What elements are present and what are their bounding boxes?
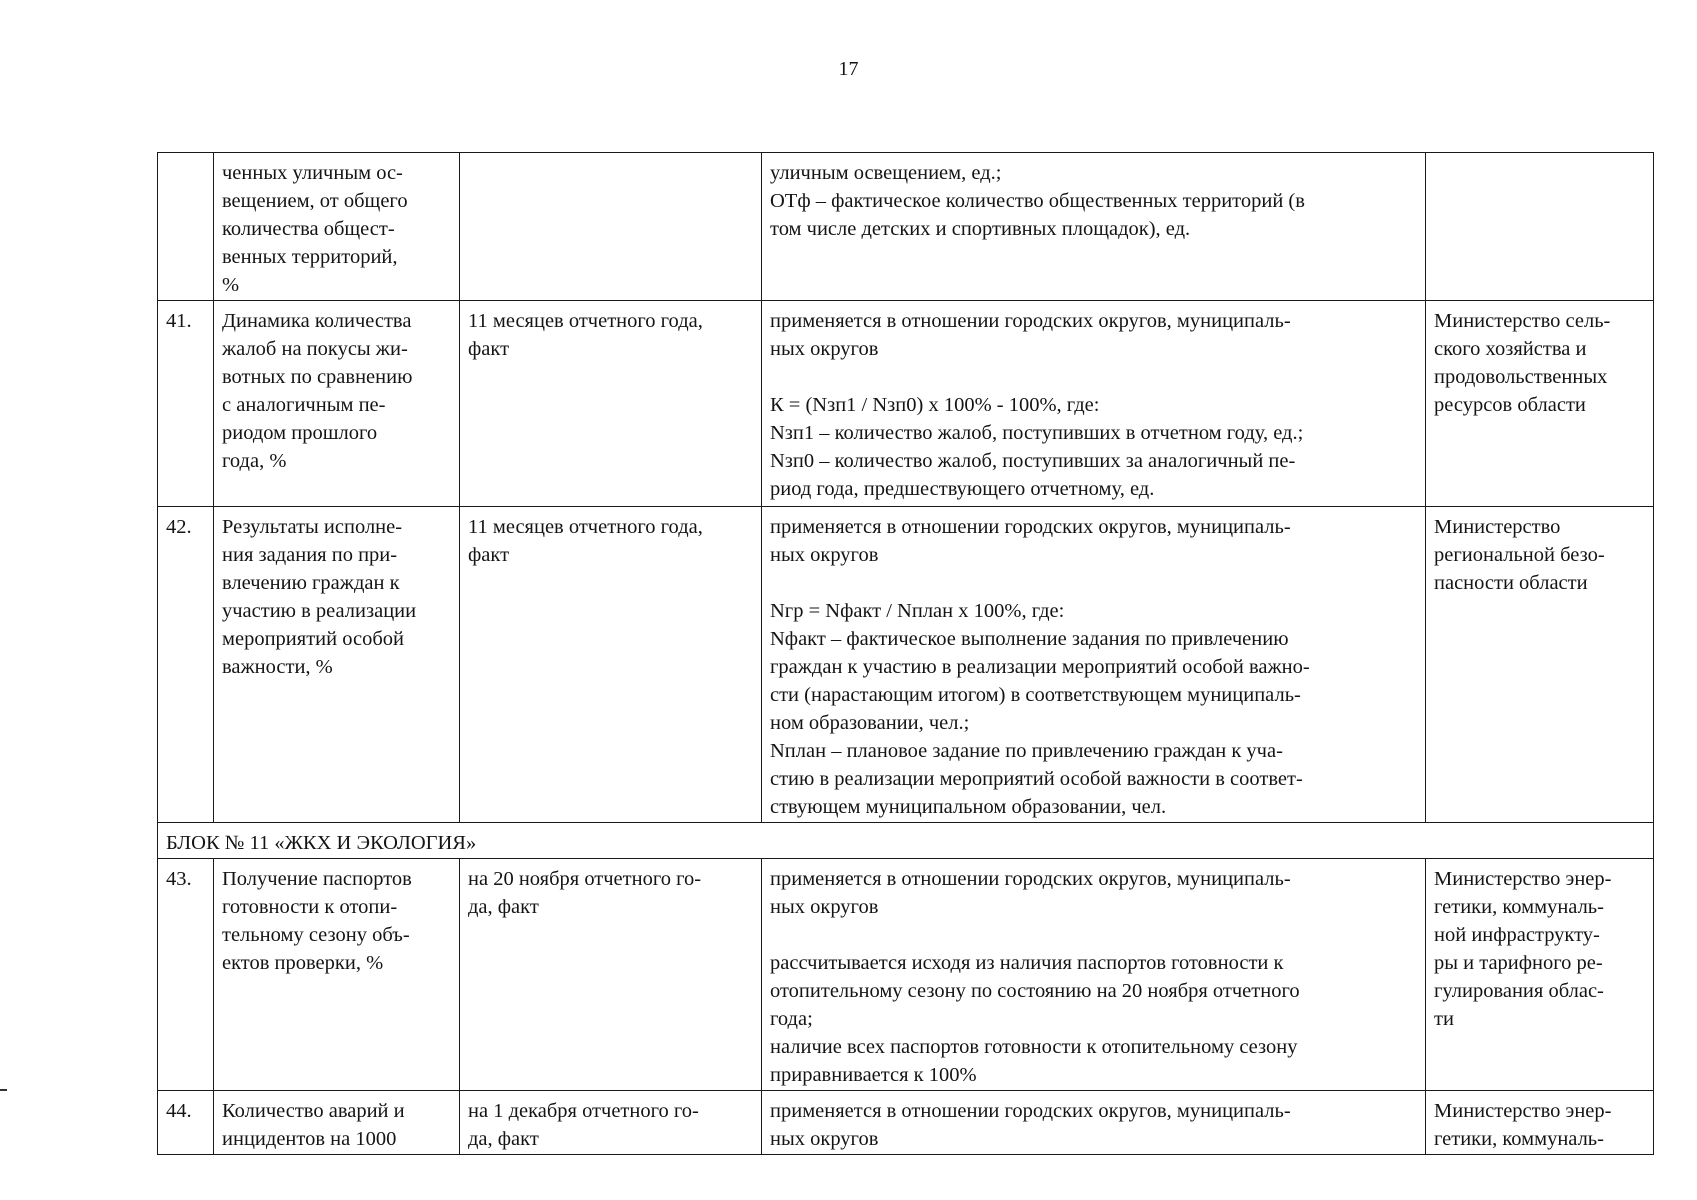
blank-line <box>770 363 1417 391</box>
responsible-ministry-line: Министерство сель- <box>1434 310 1611 332</box>
calculation-method-line: ных округов <box>770 896 879 918</box>
indicator-name-line: Динамика количества <box>222 310 412 332</box>
row-number: 43. <box>158 859 214 1091</box>
indicator-name-line: важности, % <box>222 656 333 678</box>
indicator-name <box>214 301 460 507</box>
calculation-method-line: рассчитывается исходя из наличия паспортов готовности к <box>770 952 1284 974</box>
indicator-name-line: Результаты исполне- <box>222 516 403 538</box>
indicator-name-line: Количество аварий и <box>222 1100 405 1122</box>
reporting-period-line: на 1 декабря отчетного го- <box>468 1100 699 1122</box>
table-row <box>158 859 1654 1091</box>
table-row <box>158 301 1654 507</box>
calculation-method-line: ных округов <box>770 338 879 360</box>
responsible-ministry-line: ной инфраструкту- <box>1434 924 1600 946</box>
calculation-method-line: К = (Nзп1 / Nзп0) x 100% - 100%, где: <box>770 394 1100 416</box>
calculation-method-line: ном образовании, чел.; <box>770 712 970 734</box>
calculation-method-line: применяется в отношении городских округов, муниципаль- <box>770 868 1291 890</box>
reporting-period-line: да, факт <box>468 896 539 918</box>
indicator-name-line: готовности к отопи- <box>222 896 398 918</box>
responsible-ministry-line: ти <box>1434 1008 1454 1030</box>
page-number: 17 <box>838 58 859 80</box>
indicator-name-line: венных территорий, <box>222 246 398 268</box>
reporting-period-line: факт <box>468 338 510 360</box>
responsible-ministry-line: региональной безо- <box>1434 544 1605 566</box>
indicator-name-line: ченных уличным ос- <box>222 162 403 184</box>
responsible-ministry-line: Министерство энер- <box>1434 868 1612 890</box>
calculation-method-line: стию в реализации мероприятий особой важности в соответ- <box>770 768 1303 790</box>
responsible-ministry-line: ресурсов области <box>1434 394 1586 416</box>
row-number: 41. <box>158 301 214 507</box>
reporting-period <box>460 1091 762 1155</box>
calculation-method-line: Nзп1 – количество жалоб, поступивших в отчетном году, ед.; <box>770 422 1304 444</box>
calculation-method-line: Nфакт – фактическое выполнение задания по привлечению <box>770 628 1289 650</box>
indicator-name-line: % <box>222 274 240 296</box>
indicator-name-line: тельному сезону объ- <box>222 924 410 946</box>
indicator-name-line: инцидентов на 1000 <box>222 1128 397 1150</box>
reporting-period-line: факт <box>468 544 510 566</box>
calculation-method-line: отопительному сезону по состоянию на 20 ноября отчетного <box>770 980 1300 1002</box>
table-row <box>158 1091 1654 1155</box>
blank-line <box>770 921 1417 949</box>
block-title: БЛОК № 11 «ЖКХ И ЭКОЛОГИЯ» <box>158 823 1654 859</box>
calculation-method-line: риод года, предшествующего отчетному, ед. <box>770 478 1155 500</box>
calculation-method-line: Nгр = Nфакт / Nплан x 100%, где: <box>770 600 1065 622</box>
calculation-method-line: ОТф – фактическое количество общественных территорий (в <box>770 190 1305 212</box>
reporting-period <box>460 153 762 301</box>
responsible-ministry <box>1426 153 1654 301</box>
blank-line <box>770 569 1417 597</box>
reporting-period-line: 11 месяцев отчетного года, <box>468 516 703 538</box>
indicators-table <box>157 152 1654 1155</box>
calculation-method-line: том числе детских и спортивных площадок), ед. <box>770 218 1191 240</box>
block-header-row <box>158 823 1654 859</box>
calculation-method-line: граждан к участию в реализации мероприятий особой важно- <box>770 656 1310 678</box>
responsible-ministry <box>1426 507 1654 823</box>
reporting-period <box>460 507 762 823</box>
row-number <box>158 153 214 301</box>
crop-mark <box>0 1089 7 1091</box>
calculation-method-line: года; <box>770 1008 813 1030</box>
indicator-name <box>214 859 460 1091</box>
indicator-name-line: участию в реализации <box>222 600 417 622</box>
responsible-ministry-line: ры и тарифного ре- <box>1434 952 1603 974</box>
reporting-period-line: 11 месяцев отчетного года, <box>468 310 703 332</box>
indicator-name-line: жалоб на покусы жи- <box>222 338 408 360</box>
calculation-method-line: применяется в отношении городских округов, муниципаль- <box>770 310 1291 332</box>
indicator-name-line: вотных по сравнению <box>222 366 413 388</box>
calculation-method-line: Nзп0 – количество жалоб, поступивших за аналогичный пе- <box>770 450 1296 472</box>
calculation-method <box>762 507 1426 823</box>
responsible-ministry-line: Министерство <box>1434 516 1561 538</box>
responsible-ministry <box>1426 301 1654 507</box>
calculation-method-line: уличным освещением, ед.; <box>770 162 1002 184</box>
table-row <box>158 507 1654 823</box>
indicator-name <box>214 153 460 301</box>
reporting-period <box>460 301 762 507</box>
indicator-name-line: года, % <box>222 450 287 472</box>
indicator-name-line: мероприятий особой <box>222 628 404 650</box>
calculation-method-line: приравнивается к 100% <box>770 1064 977 1086</box>
reporting-period <box>460 859 762 1091</box>
calculation-method-line: применяется в отношении городских округов, муниципаль- <box>770 516 1291 538</box>
responsible-ministry <box>1426 859 1654 1091</box>
indicator-name-line: с аналогичным пе- <box>222 394 386 416</box>
responsible-ministry <box>1426 1091 1654 1155</box>
responsible-ministry-line: Министерство энер- <box>1434 1100 1612 1122</box>
reporting-period-line: на 20 ноября отчетного го- <box>468 868 702 890</box>
calculation-method-line: сти (нарастающим итогом) в соответствующем муниципаль- <box>770 684 1301 706</box>
indicator-name-line: вещением, от общего <box>222 190 408 212</box>
calculation-method <box>762 1091 1426 1155</box>
responsible-ministry-line: гетики, коммуналь- <box>1434 896 1604 918</box>
responsible-ministry-line: гулирования облас- <box>1434 980 1604 1002</box>
calculation-method-line: наличие всех паспортов готовности к отопительному сезону <box>770 1036 1298 1058</box>
indicator-name-line: влечению граждан к <box>222 572 400 594</box>
calculation-method-line: Nплан – плановое задание по привлечению граждан к уча- <box>770 740 1283 762</box>
row-number: 42. <box>158 507 214 823</box>
row-number: 44. <box>158 1091 214 1155</box>
responsible-ministry-line: пасности области <box>1434 572 1588 594</box>
calculation-method <box>762 859 1426 1091</box>
indicator-name <box>214 507 460 823</box>
indicator-name-line: количества общест- <box>222 218 395 240</box>
indicator-name-line: Получение паспортов <box>222 868 412 890</box>
calculation-method-line: ных округов <box>770 1128 879 1150</box>
indicator-name <box>214 1091 460 1155</box>
responsible-ministry-line: гетики, коммуналь- <box>1434 1128 1604 1150</box>
calculation-method-line: ных округов <box>770 544 879 566</box>
indicator-name-line: риодом прошлого <box>222 422 378 444</box>
calculation-method <box>762 153 1426 301</box>
responsible-ministry-line: ского хозяйства и <box>1434 338 1587 360</box>
calculation-method-line: ствующем муниципальном образовании, чел. <box>770 796 1167 818</box>
calculation-method <box>762 301 1426 507</box>
indicator-name-line: ектов проверки, % <box>222 952 384 974</box>
reporting-period-line: да, факт <box>468 1128 539 1150</box>
calculation-method-line: применяется в отношении городских округов, муниципаль- <box>770 1100 1291 1122</box>
table-row <box>158 153 1654 301</box>
indicator-name-line: ния задания по при- <box>222 544 398 566</box>
responsible-ministry-line: продовольственных <box>1434 366 1608 388</box>
